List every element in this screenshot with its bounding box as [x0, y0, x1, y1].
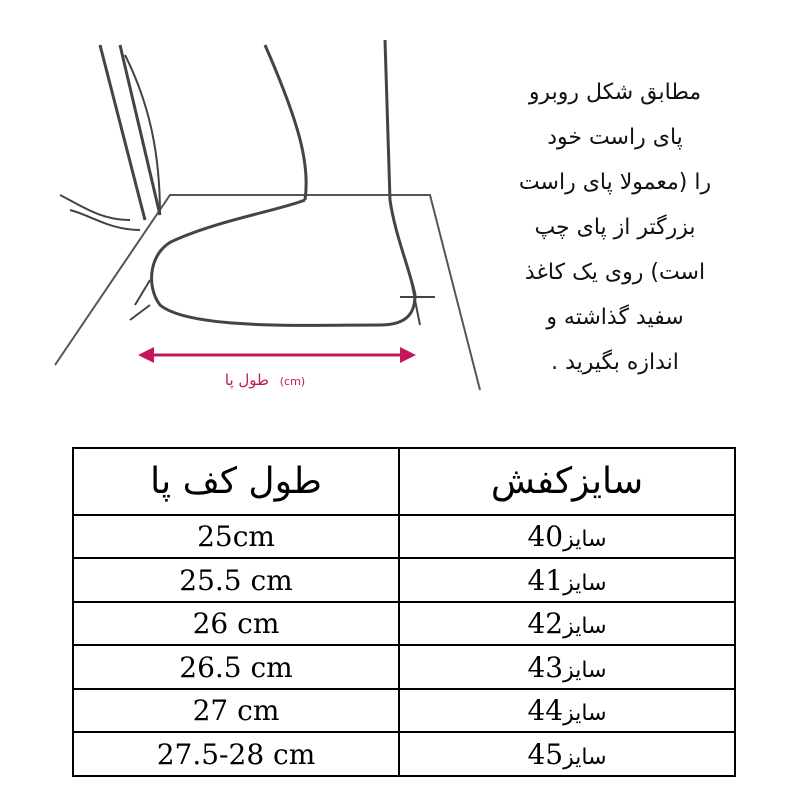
pencil-left-edge [100, 45, 145, 220]
shoe-size-cell [399, 515, 735, 559]
toe-tick [130, 280, 150, 320]
foot-length-cell: 27.5-28 cm [73, 732, 399, 776]
table-header-row [73, 448, 735, 515]
measure-arrow-right-head [400, 347, 416, 363]
hand-outline [60, 195, 140, 230]
size-number: 40 [527, 520, 564, 554]
size-word: سایز [563, 744, 607, 770]
table-row [73, 689, 735, 733]
size-number: 44 [527, 694, 564, 728]
size-number: 45 [527, 737, 564, 771]
size-word: سایز [563, 701, 607, 727]
table-row [73, 732, 735, 776]
size-word: سایز [563, 570, 607, 596]
instruction-line: پای راست خود [547, 125, 683, 150]
table-row [73, 558, 735, 602]
foot-outline [152, 200, 415, 325]
shoe-size-table [72, 447, 736, 777]
size-number: 41 [527, 563, 564, 597]
shoe-size-cell [399, 645, 735, 689]
size-word: سایز [563, 527, 607, 553]
measure-arrow-left-head [138, 347, 154, 363]
leg-front-line [265, 45, 306, 200]
foot-measurement-illustration [50, 35, 490, 405]
shoe-size-cell [399, 732, 735, 776]
instruction-line: است) روی یک کاغذ [524, 260, 706, 285]
table-row [73, 515, 735, 559]
shoe-size-cell [399, 689, 735, 733]
size-word: سایز [563, 657, 607, 683]
header-shoe-size: سایزکفش [399, 448, 735, 515]
instruction-line: بزرگتر از پای چپ [534, 215, 696, 240]
measurement-instructions [470, 70, 760, 385]
foot-length-cell: 25.5 cm [73, 558, 399, 602]
size-word: سایز [563, 614, 607, 640]
foot-length-cell: 25cm [73, 515, 399, 559]
size-number: 43 [527, 650, 564, 684]
instruction-line: اندازه بگیرید . [551, 350, 679, 375]
pencil-right-edge [120, 45, 160, 215]
foot-length-cell: 26 cm [73, 602, 399, 646]
instruction-line: مطابق شکل روبرو [528, 80, 702, 105]
header-foot-length: طول کف پا [73, 448, 399, 515]
leg-back-line [385, 40, 415, 295]
shoe-size-cell [399, 602, 735, 646]
shoe-size-cell [399, 558, 735, 602]
svg-text:طول پا (cm) [225, 371, 305, 390]
table-row [73, 645, 735, 689]
measure-unit: (cm) [279, 375, 306, 388]
table-row [73, 602, 735, 646]
foot-drawing [50, 35, 490, 405]
paper-sheet-outline [55, 195, 480, 390]
measure-label: طول پا [224, 371, 269, 389]
instruction-line: سفید گذاشته و [546, 305, 684, 330]
instruction-line: را (معمولا پای راست [518, 170, 712, 195]
foot-length-cell: 26.5 cm [73, 645, 399, 689]
size-number: 42 [527, 607, 564, 641]
foot-length-cell: 27 cm [73, 689, 399, 733]
